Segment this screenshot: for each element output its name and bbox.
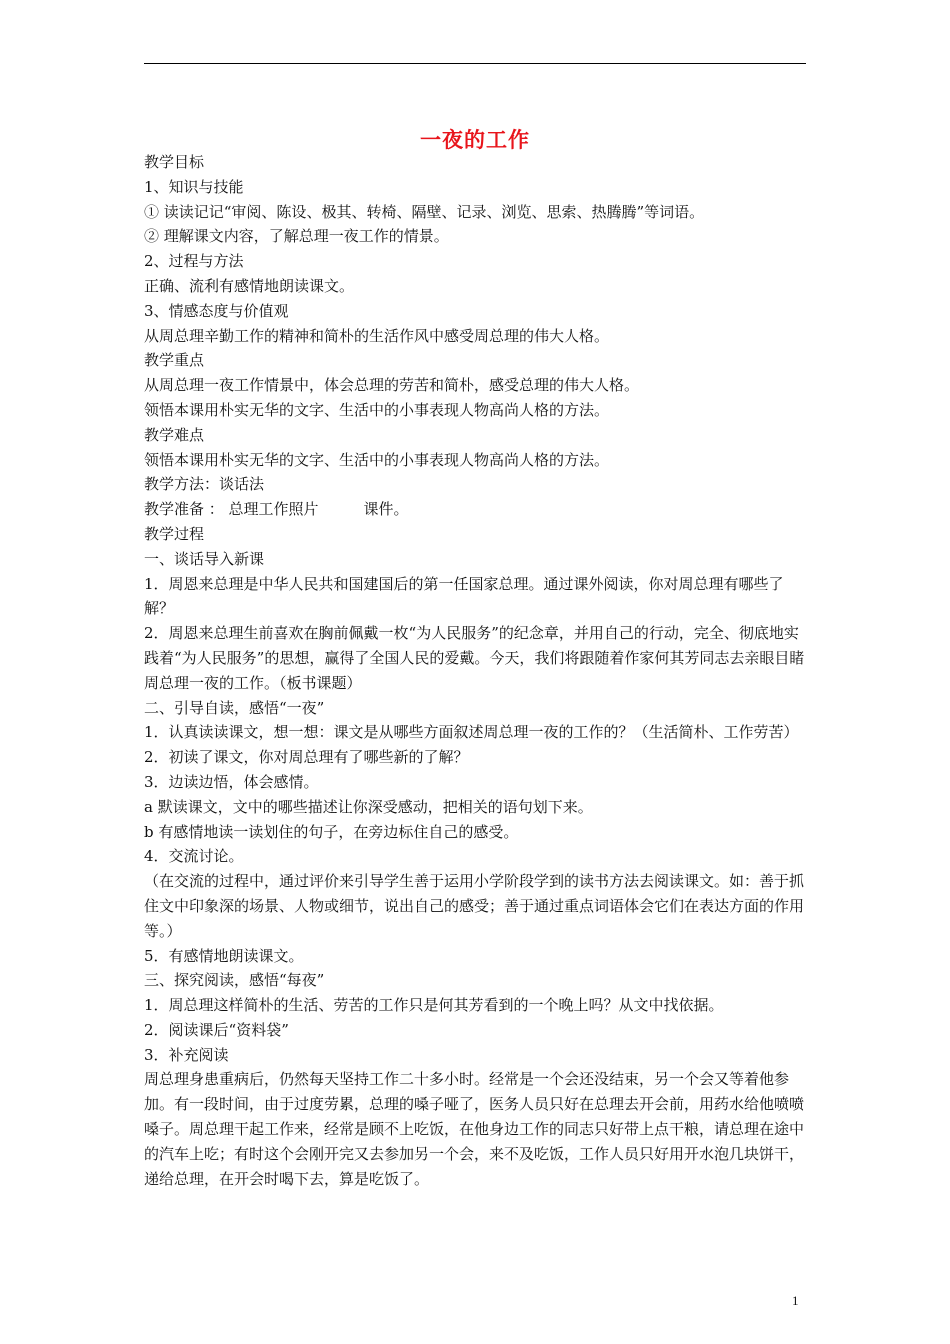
paragraph: 3．补充阅读 [144, 1045, 229, 1064]
paragraph: 三、探究阅读，感悟“每夜” [144, 971, 325, 990]
page-number: 1 [792, 1293, 799, 1308]
paragraph: 1．周总理这样简朴的生活、劳苦的工作只是何其芳看到的一个晚上吗？从文中找依据。 [144, 996, 724, 1015]
paragraph: 一、谈话导入新课 [144, 549, 265, 568]
paragraph: 教学过程 [144, 524, 205, 543]
paragraph: 5．有感情地朗读课文。 [144, 946, 304, 965]
header-rule [144, 63, 806, 64]
document-title: 一夜的工作 [420, 128, 530, 152]
paragraph: 2．初读了课文，你对周总理有了哪些新的了解？ [144, 748, 469, 767]
paragraph: 正确、流利有感情地朗读课文。 [144, 276, 355, 295]
paragraph: 教学重点 [144, 351, 205, 370]
paragraph: 教学方法：谈话法 [144, 475, 265, 494]
paragraph: 二、引导自读，感悟“一夜” [144, 698, 325, 717]
paragraph: 领悟本课用朴实无华的文字、生活中的小事表现人物高尚人格的方法。 [144, 400, 610, 419]
paragraph: 1．周恩来总理是中华人民共和国建国后的第一任国家总理。通过课外阅读，你对周总理有哪些了解？ [144, 574, 784, 618]
paragraph: 从周总理一夜工作情景中，体会总理的劳苦和简朴，感受总理的伟大人格。 [144, 376, 640, 395]
paragraph: 教学难点 [144, 425, 205, 444]
paragraph: 1．认真读读课文，想一想：课文是从哪些方面叙述周总理一夜的工作的？（生活简朴、工作劳苦） [144, 723, 799, 742]
paragraph: 从周总理辛勤工作的精神和简朴的生活作风中感受周总理的伟大人格。 [144, 326, 610, 345]
paragraph: （在交流的过程中，通过评价来引导学生善于运用小学阶段学到的读书方法去阅读课文。如：善于抓住文中印象深的场景、人物或细节，说出自己的感受；善于通过重点词语体会它们在表达方面的作用等。） [144, 872, 805, 940]
paragraph: 4．交流讨论。 [144, 847, 244, 866]
paragraph: 2、过程与方法 [144, 252, 244, 271]
paragraph: ② 理解课文内容，了解总理一夜工作的情景。 [144, 227, 449, 246]
paragraph: 教学准备 ： 总理工作照片 课件。 [144, 500, 409, 519]
document-body [144, 150, 808, 1191]
paragraph: 3．边读边悟，体会感情。 [144, 772, 319, 791]
paragraph: 教学目标 [144, 153, 205, 171]
paragraph: ① 读读记记“审阅、陈设、极其、转椅、隔壁、记录、浏览、思索、热腾腾”等词语。 [144, 202, 705, 221]
paragraph: 2．阅读课后“资料袋” [144, 1020, 289, 1039]
paragraph: 2．周恩来总理生前喜欢在胸前佩戴一枚“为人民服务”的纪念章，并用自己的行动，完全、彻底地实践着“为人民服务”的思想，赢得了全国人民的爱戴。今天，我们将跟随着作家何其芳同志去亲眼目睹周总理一夜的工作。（板书课题） [144, 624, 805, 692]
paragraph: 周总理身患重病后，仍然每天坚持工作二十多小时。经常是一个会还没结束，另一个会又等着他参加。有一段时间，由于过度劳累，总理的嗓子哑了，医务人员只好在总理去开会前，用药水给他喷喷嗓子。周总理干起工作来，经常是顾不上吃饭，在他身边工作的同志只好带上点干粮，请总理在途中的汽车上吃；有时这个会刚开完又去参加另一个会，来不及吃饭，工作人员只好用开水泡几块饼干，递给总理，在开会时喝下去，算是吃饭了。 [144, 1070, 805, 1188]
paragraph: 领悟本课用朴实无华的文字、生活中的小事表现人物高尚人格的方法。 [144, 450, 610, 469]
paragraph: 1、知识与技能 [144, 177, 244, 196]
paragraph: 3、情感态度与价值观 [144, 301, 289, 320]
paragraph: a 默读课文，文中的哪些描述让你深受感动，把相关的语句划下来。 [144, 797, 593, 816]
paragraph: b 有感情地读一读划住的句子，在旁边标住自己的感受。 [144, 822, 519, 841]
